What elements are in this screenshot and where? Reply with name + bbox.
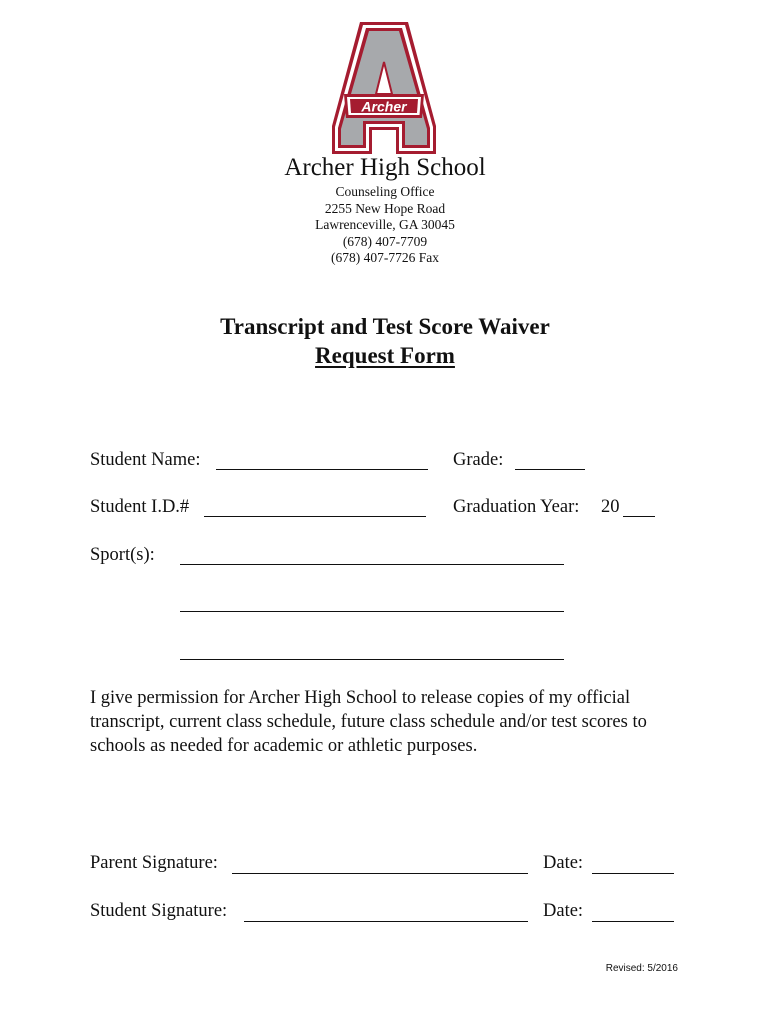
address-line-phone: (678) 407-7709	[342, 233, 428, 249]
logo-wordmark: Archer	[361, 98, 407, 115]
graduation-year-field[interactable]	[623, 516, 655, 517]
student-id-field[interactable]	[204, 516, 426, 517]
grade-label: Grade:	[453, 450, 504, 470]
sports-label: Sport(s):	[90, 545, 155, 565]
revised-date: Revised: 5/2016	[605, 963, 678, 974]
graduation-year-prefix: 20	[601, 497, 620, 517]
address-line-office: Counseling Office	[335, 184, 435, 199]
parent-date-field[interactable]	[592, 873, 674, 874]
sports-field-1[interactable]	[180, 564, 564, 565]
form-title: Transcript and Test Score Waiver	[220, 314, 550, 339]
school-name: Archer High School	[284, 154, 486, 181]
student-name-field[interactable]	[216, 469, 428, 470]
parent-signature-field[interactable]	[232, 873, 528, 874]
student-date-field[interactable]	[592, 921, 674, 922]
sports-field-3[interactable]	[180, 659, 564, 660]
form-subtitle: Request Form	[315, 343, 455, 368]
permission-statement: I give permission for Archer High School to release copies of my official transcript, current class schedule, future class schedule and/or test scores to schools as needed for academic or athletic purposes.	[90, 688, 647, 756]
student-date-label: Date:	[543, 901, 584, 921]
address-line-street: 2255 New Hope Road	[324, 200, 446, 216]
student-id-label: Student I.D.#	[90, 497, 190, 517]
graduation-year-label: Graduation Year:	[453, 497, 580, 517]
archer-a-logo	[330, 20, 438, 156]
parent-date-label: Date:	[543, 853, 584, 873]
address-line-fax: (678) 407-7726 Fax	[331, 250, 439, 265]
parent-signature-label: Parent Signature:	[90, 853, 218, 873]
student-signature-label: Student Signature:	[90, 901, 228, 921]
address-line-city: Lawrenceville, GA 30045	[315, 217, 455, 232]
grade-field[interactable]	[515, 469, 585, 470]
student-name-label: Student Name:	[90, 450, 201, 470]
student-signature-field[interactable]	[244, 921, 528, 922]
sports-field-2[interactable]	[180, 611, 564, 612]
